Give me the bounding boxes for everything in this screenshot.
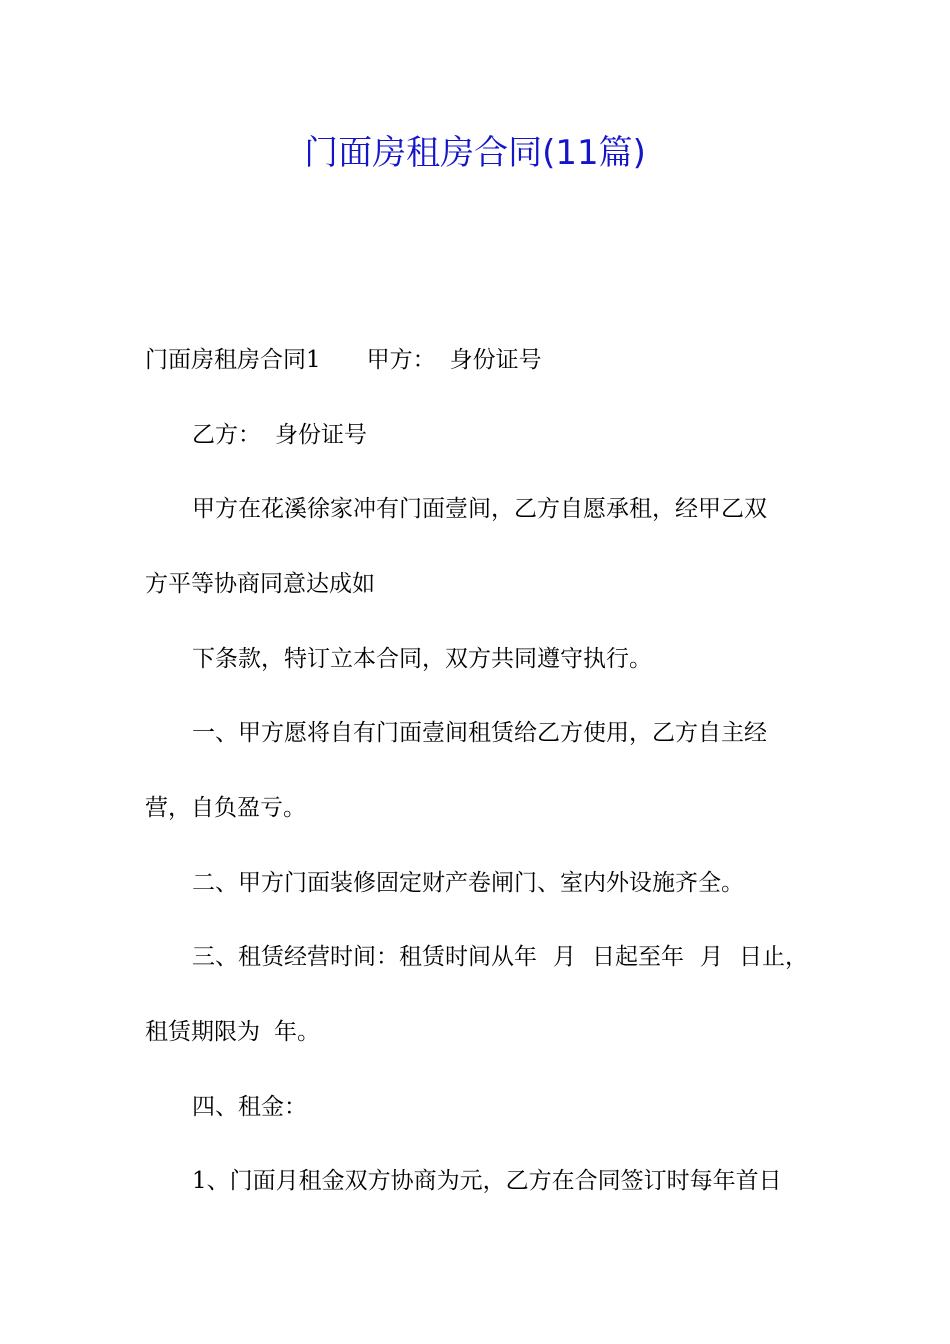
intro-line: [145, 345, 542, 375]
clause-3-line-2-part-b: 年。: [274, 1019, 320, 1045]
clause-4-1: 1、门面月租金双方协商为元，乙方在合同签订时每年首日: [192, 1168, 782, 1194]
clause-3-part-b: 月: [553, 944, 576, 970]
paragraph-1-line-2: 方平等协商同意达成如: [145, 571, 375, 597]
clause-4: 四、租金：: [192, 1094, 307, 1120]
clause-3-line-2-part-a: 租赁期限为: [145, 1019, 260, 1045]
clause-3-part-c: 日起至年: [592, 944, 684, 970]
paragraph-1-line-1: 甲方在花溪徐家冲有门面壹间，乙方自愿承租，经甲乙双: [192, 496, 767, 522]
party-a-id-label: 身份证号: [449, 347, 542, 373]
contract-heading: 门面房租房合同1: [145, 347, 321, 373]
party-b-id-label: 身份证号: [275, 422, 367, 448]
paragraph-2: 下条款，特订立本合同，双方共同遵守执行。: [192, 646, 652, 672]
clause-3-line-1: [192, 942, 808, 972]
document-title: 门面房租房合同(11篇): [304, 133, 646, 173]
party-a-label: 甲方：: [366, 347, 436, 373]
clause-1-line-2: 营，自负盈亏。: [145, 795, 306, 821]
clause-3-line-2: [145, 1017, 320, 1047]
party-b-line: [192, 420, 367, 450]
clause-2: 二、甲方门面装修固定财产卷闸门、室内外设施齐全。: [192, 870, 744, 896]
clause-3-part-d: 月: [700, 944, 723, 970]
party-b-label: 乙方：: [192, 422, 261, 448]
clause-3-part-e: 日止，: [739, 944, 808, 970]
clause-1-line-1: 一、甲方愿将自有门面壹间租赁给乙方使用，乙方自主经: [192, 720, 767, 746]
clause-3-part-a: 三、租赁经营时间：租赁时间从年: [192, 944, 537, 970]
